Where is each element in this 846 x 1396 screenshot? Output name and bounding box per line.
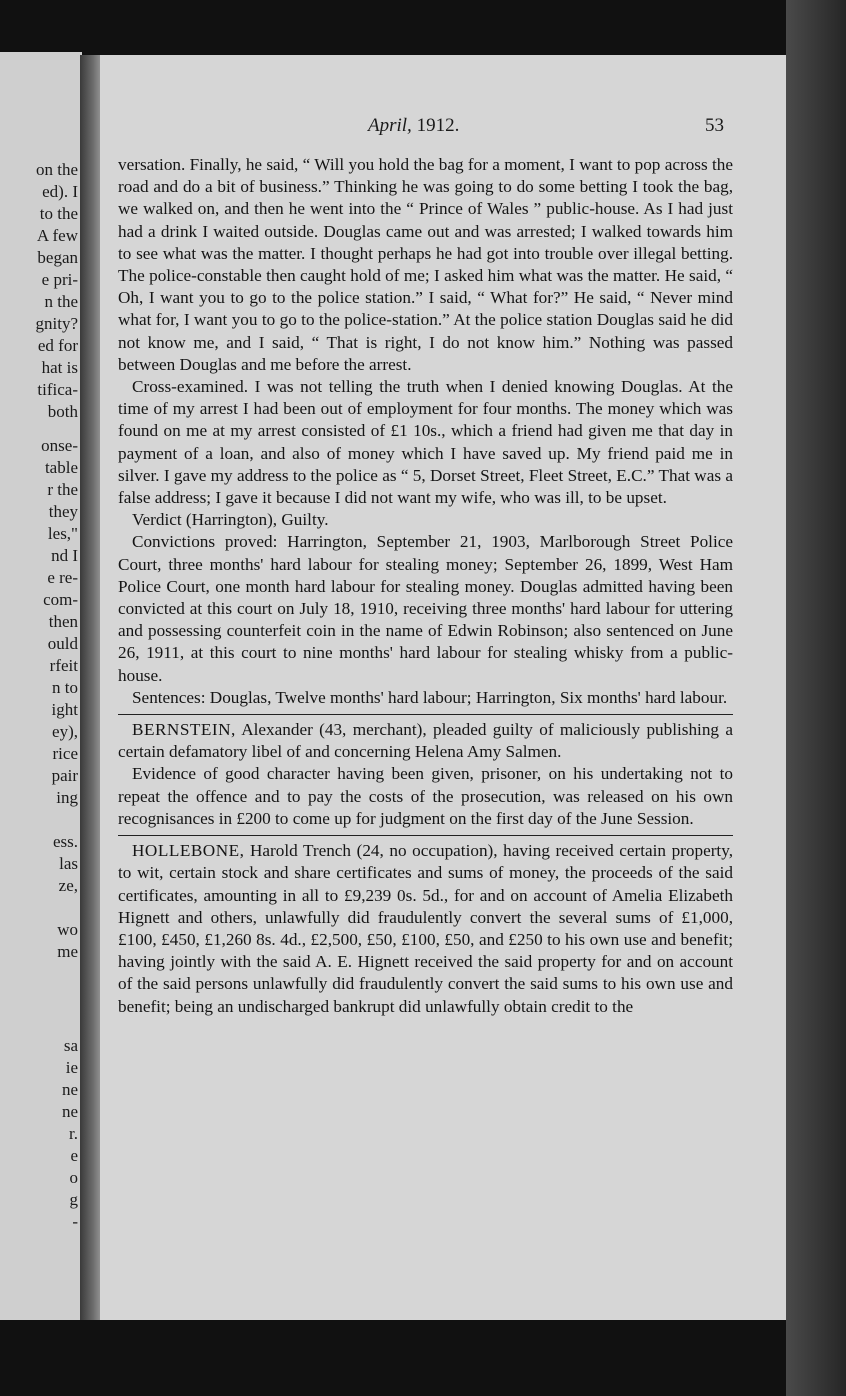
margin-fragment: o — [69, 1168, 78, 1187]
margin-fragment: began — [37, 248, 78, 267]
margin-fragment: n the — [44, 292, 78, 311]
margin-fragment: then — [48, 612, 78, 631]
margin-fragment: table — [44, 458, 78, 477]
defendant-name: HOLLEBONE, — [132, 841, 245, 861]
margin-fragment: on the — [35, 160, 78, 179]
margin-fragment: e re- — [47, 568, 78, 587]
margin-fragment: ne — [61, 1080, 78, 1099]
margin-fragment: les," — [47, 524, 78, 543]
case-bernstein-lead — [118, 719, 733, 763]
paragraph-convictions: Convictions proved: Harrington, September 21, 1903, Marlborough Street Police Court, three months' hard labour for stealing money; September 26, 1899, West Ham Police Court, one month hard labour for stealing money. Douglas admitted having been convicted at this court on July 18, 1910, receiving three months' hard labour for uttering and possessing counterfeit coin in the name of Edwin Robinson; also sentenced on June 26, 1911, at this court to nine months' hard labour for stealing whisky from a public-house. — [118, 532, 733, 685]
margin-fragment: com- — [43, 590, 78, 609]
book-edge-shadow — [786, 0, 846, 1396]
margin-fragment: ing — [56, 788, 78, 807]
margin-fragment: wo — [57, 920, 78, 939]
margin-fragment: ould — [47, 634, 78, 653]
running-head — [368, 115, 459, 137]
margin-fragment: A few — [36, 226, 78, 245]
paragraph-verdict: Verdict (Harrington), Guilty. — [132, 510, 329, 530]
margin-fragment: ie — [65, 1058, 78, 1077]
margin-fragment: nd I — [51, 546, 78, 565]
margin-fragment: me — [57, 942, 78, 961]
case-charge: Harold Trench (24, no occupation), having received certain property, to wit, certain stock and share certificates and sums of money, the proceeds of the said certificates, amounting in all to £9,239 0s. 5d., for and on account of Amelia Elizabeth Hignett and others, unlawfully did fraudulently convert the several sums of £1,000, £100, £450, £1,260 8s. 4d., £2,500, £50, £100, £50, and £250 to his own use and benefit; having jointly with the said A. E. Hignett received the said property for and on account of the said persons unlawfully did fraudulently convert the said sums to his own use and benefit; being an undischarged bankrupt did unlawfully obtain credit to the — [118, 841, 733, 1016]
margin-fragment: hat is — [41, 358, 78, 377]
paragraph-sentences: Sentences: Douglas, Twelve months' hard labour; Harrington, Six months' hard labour. — [132, 687, 728, 707]
margin-fragment: - — [72, 1212, 78, 1231]
margin-fragment: ey), — [52, 722, 78, 741]
margin-fragment: sa — [63, 1036, 78, 1055]
case-divider — [118, 714, 733, 715]
margin-fragment: e — [70, 1146, 78, 1165]
margin-fragment: n to — [52, 678, 78, 697]
margin-fragment: rfeit — [49, 656, 78, 675]
page-header — [100, 115, 786, 139]
defendant-name: BERNSTEIN, — [132, 720, 236, 740]
running-head-year: 1912. — [416, 115, 460, 136]
margin-fragment: g — [69, 1190, 78, 1209]
case-bernstein-detail: Evidence of good character having been given, prisoner, on his undertaking not to repeat the offence and to pay the costs of the prosecution, was released on his own recognisances in £200 to come up for judgment on the first day of the June Session. — [118, 764, 733, 828]
margin-fragment: to the — [39, 204, 78, 223]
margin-fragment: e pri- — [41, 270, 78, 289]
margin-fragment: pair — [51, 766, 78, 785]
margin-fragment: las — [59, 854, 78, 873]
margin-fragment: r the — [47, 480, 78, 499]
document-page — [100, 55, 786, 1320]
case-divider — [118, 835, 733, 836]
margin-fragment: ze, — [58, 876, 78, 895]
margin-fragment: ne — [61, 1102, 78, 1121]
case-charge: Alexander (43, merchant), pleaded guilty of maliciously publishing a certain defamatory libel of and concerning Helena Amy Salmen. — [118, 720, 733, 762]
margin-fragment: ed). I — [42, 182, 78, 201]
paragraph-continuation: versation. Finally, he said, “ Will you hold the bag for a moment, I want to pop across the road and do a bit of business.” Thinking he was going to do some betting I took the bag, we walked on, and then he went into the “ Prince of Wales ” public-house. As I had just had a drink I waited outside. Douglas came out and was arrested; I walked towards him to see what was the matter. I thought perhaps he had got into trouble over illegal betting. The police-constable then caught hold of me; I asked him what was the matter. He said, “ Oh, I want you to go to the police station.” I said, “ What for?” He said, “ Never mind what for, I want you to go to the police-station.” At the police station Douglas said he did not know me, and I said, “ That is right, I do not know him.” Nothing was passed between Douglas and me before the arrest. — [118, 155, 733, 374]
margin-fragment: tifica- — [37, 380, 78, 399]
case-hollebone-lead — [118, 840, 733, 1018]
margin-fragment: gnity? — [35, 314, 78, 333]
page-number: 53 — [705, 115, 724, 136]
margin-fragment: they — [48, 502, 78, 521]
margin-fragment: onse- — [41, 436, 78, 455]
running-head-month: April, — [368, 115, 412, 136]
margin-fragment: both — [47, 402, 78, 421]
margin-fragment: ight — [51, 700, 78, 719]
book-gutter — [80, 55, 102, 1320]
margin-fragment: ed for — [37, 336, 78, 355]
margin-fragment: rice — [52, 744, 78, 763]
page-body — [118, 154, 733, 1018]
margin-fragment: r. — [69, 1124, 78, 1143]
left-page-margin — [0, 52, 82, 1320]
paragraph-cross-examined: Cross-examined. I was not telling the truth when I denied knowing Douglas. At the time of my arrest I had been out of employment for four months. The money which was found on me at my arrest consisted of £1 10s., which a friend had given me that day in payment of a loan, and also of money which I have saved up. My friend paid me in silver. I gave my address to the police as “ 5, Dorset Street, Fleet Street, E.C.” That was a false address; I gave it because I did not want my wife, who was ill, to be upset. — [118, 377, 733, 508]
margin-fragment: ess. — [52, 832, 78, 851]
